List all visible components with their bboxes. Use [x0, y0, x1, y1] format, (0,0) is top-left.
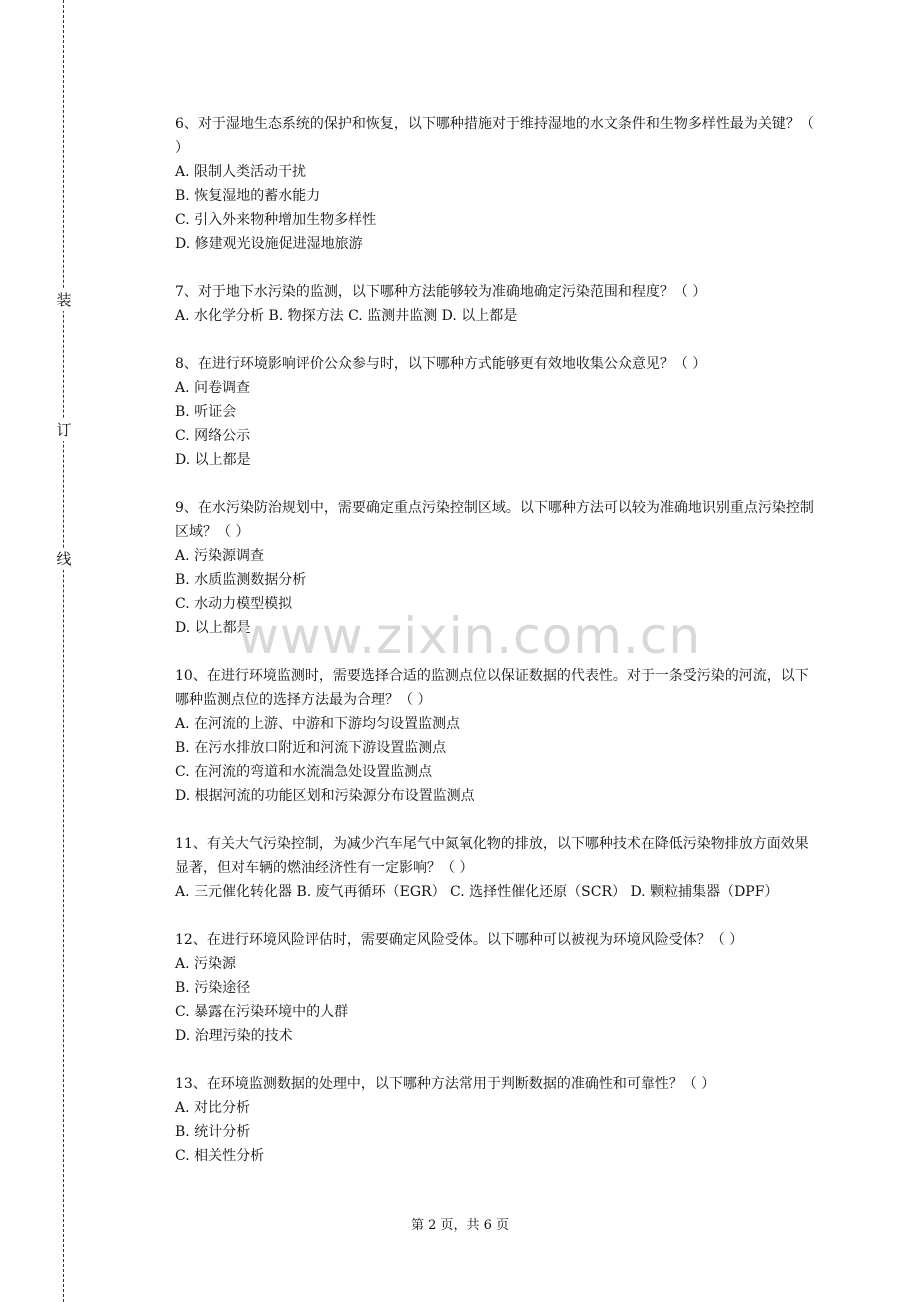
binding-char-ding: 订: [56, 421, 72, 439]
question-8-stem: 8、在进行环境影响评价公众参与时，以下哪种方式能够更有效地收集公众意见？（ ）: [175, 356, 707, 372]
question-12-option-b: B. 污染途径: [175, 980, 251, 996]
question-7-options: A. 水化学分析 B. 物探方法 C. 监测井监测 D. 以上都是: [175, 308, 518, 324]
binding-dashed-line: [63, 0, 64, 1302]
question-6-option-b: B. 恢复湿地的蓄水能力: [175, 188, 321, 204]
question-13-option-a: A. 对比分析: [175, 1100, 251, 1116]
question-12-option-c: C. 暴露在污染环境中的人群: [175, 1004, 349, 1020]
question-10-option-c: C. 在河流的弯道和水流湍急处设置监测点: [175, 764, 433, 780]
question-8-option-d: D. 以上都是: [175, 452, 251, 468]
question-11-options: A. 三元催化转化器 B. 废气再循环（EGR） C. 选择性催化还原（SCR） D. 颗粒捕集器（DPF）: [175, 884, 779, 900]
question-7-stem: 7、对于地下水污染的监测，以下哪种方法能够较为准确地确定污染范围和程度？（ ）: [175, 284, 707, 300]
question-12: [175, 928, 820, 1048]
question-8-option-a: A. 问卷调查: [175, 380, 251, 396]
question-6-option-d: D. 修建观光设施促进湿地旅游: [175, 236, 363, 252]
question-13: [175, 1072, 820, 1168]
question-13-option-b: B. 统计分析: [175, 1124, 251, 1140]
question-6-option-a: A. 限制人类活动干扰: [175, 164, 307, 180]
question-10-option-a: A. 在河流的上游、中游和下游均匀设置监测点: [175, 716, 461, 732]
question-12-stem: 12、在进行环境风险评估时，需要确定风险受体。以下哪种可以被视为环境风险受体？（ ）: [175, 932, 744, 948]
question-12-option-d: D. 治理污染的技术: [175, 1028, 293, 1044]
question-8-option-c: C. 网络公示: [175, 428, 251, 444]
question-8: [175, 352, 820, 472]
question-9-option-d: D. 以上都是: [175, 620, 251, 636]
site-watermark: www.zixin.com.cn: [238, 607, 702, 665]
question-9-option-a: A. 污染源调查: [175, 548, 265, 564]
question-11: [175, 832, 820, 904]
question-9: [175, 496, 820, 640]
binding-char-xian: 线: [56, 550, 72, 568]
question-7: [175, 280, 820, 328]
question-13-option-c: C. 相关性分析: [175, 1148, 265, 1164]
question-10: [175, 664, 820, 808]
question-10-stem: 10、在进行环境监测时，需要选择合适的监测点位以保证数据的代表性。对于一条受污染的河流，以下哪种监测点位的选择方法最为合理？（ ）: [175, 668, 809, 708]
question-6-option-c: C. 引入外来物种增加生物多样性: [175, 212, 377, 228]
question-6: [175, 112, 820, 256]
question-list: [175, 112, 820, 1192]
question-6-stem: 6、对于湿地生态系统的保护和恢复，以下哪种措施对于维持湿地的水文条件和生物多样性最为关键？（ ）: [175, 116, 814, 156]
binding-char-zhuang: 装: [56, 291, 72, 309]
question-10-option-b: B. 在污水排放口附近和河流下游设置监测点: [175, 740, 447, 756]
question-11-stem: 11、有关大气污染控制，为减少汽车尾气中氮氧化物的排放，以下哪种技术在降低污染物排放方面效果显著，但对车辆的燃油经济性有一定影响？（ ）: [175, 836, 809, 876]
question-9-option-c: C. 水动力模型模拟: [175, 596, 293, 612]
question-10-option-d: D. 根据河流的功能区划和污染源分布设置监测点: [175, 788, 475, 804]
question-8-option-b: B. 听证会: [175, 404, 237, 420]
question-9-option-b: B. 水质监测数据分析: [175, 572, 307, 588]
page-footer: 第 2 页，共 6 页: [410, 1218, 510, 1233]
question-12-option-a: A. 污染源: [175, 956, 237, 972]
question-9-stem: 9、在水污染防治规划中，需要确定重点污染控制区域。以下哪种方法可以较为准确地识别重点污染控制区域？（ ）: [175, 500, 814, 540]
question-13-stem: 13、在环境监测数据的处理中，以下哪种方法常用于判断数据的准确性和可靠性？（ ）: [175, 1076, 716, 1092]
